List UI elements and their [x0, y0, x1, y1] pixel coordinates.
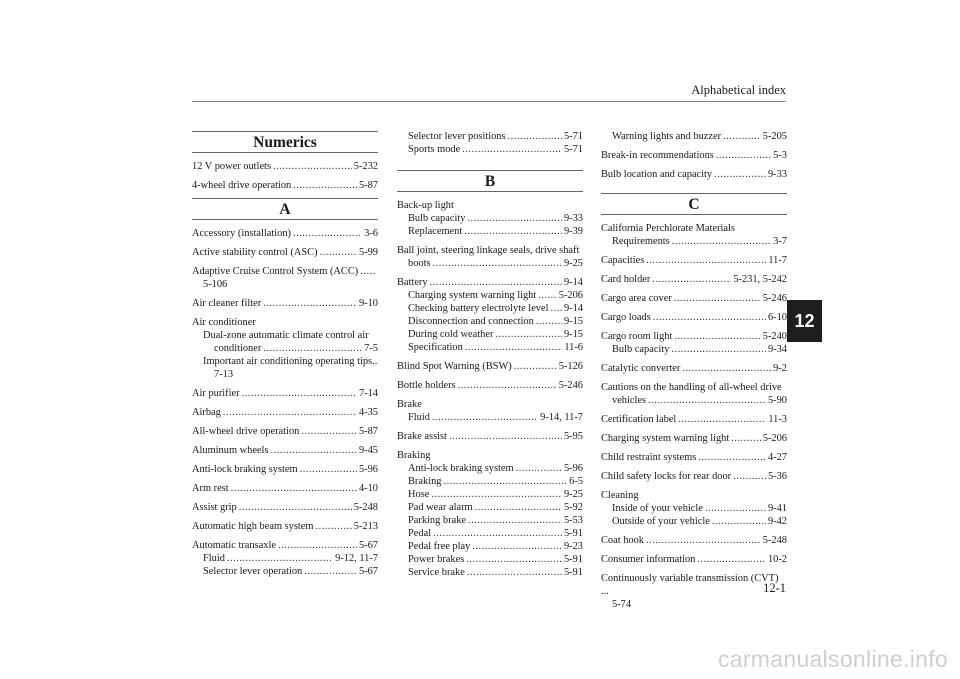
page-ref[interactable]: 4-10	[358, 483, 378, 494]
entry-label: Cargo loads	[601, 312, 651, 323]
page-ref[interactable]: 5-99	[358, 247, 378, 258]
page-ref[interactable]: 10-2	[767, 554, 787, 565]
page-ref[interactable]: 7-14	[358, 388, 378, 399]
leader-dots	[293, 179, 357, 192]
sub-entry[interactable]	[397, 566, 583, 579]
section-header-a	[192, 198, 378, 220]
leader-dots	[433, 527, 562, 540]
index-entry[interactable]	[397, 449, 583, 579]
page-ref[interactable]: 9-15	[563, 316, 583, 327]
index-entry[interactable]	[192, 425, 378, 438]
entry-label: California Perchlorate Materials	[601, 223, 735, 234]
page-ref[interactable]: 5-91	[563, 528, 583, 539]
leader-dots	[712, 515, 766, 528]
page-ref[interactable]: 5-246	[762, 293, 787, 304]
leader-dots	[536, 315, 562, 328]
index-entry[interactable]	[601, 149, 787, 162]
page-number: 12-1	[763, 581, 786, 595]
sub-entry[interactable]	[397, 514, 583, 527]
index-entry[interactable]	[192, 265, 378, 291]
leader-dots	[431, 488, 562, 501]
leader-dots	[653, 311, 766, 324]
page-ref[interactable]: 5-3	[773, 150, 787, 161]
sub-entry[interactable]	[397, 302, 583, 315]
index-entry[interactable]	[192, 246, 378, 259]
sub-entry-label: Replacement	[408, 226, 463, 237]
entry-label: Accessory (installation)	[192, 228, 291, 239]
entry-label: Air purifier	[192, 388, 240, 399]
page-ref[interactable]: 9-10	[358, 298, 378, 309]
page-ref[interactable]: 9-45	[358, 445, 378, 456]
page-ref[interactable]: 3-6	[364, 228, 378, 239]
page-ref[interactable]: 5-71	[563, 131, 583, 142]
page-ref[interactable]: 5-246	[558, 380, 583, 391]
sub-entry-label: Pad wear alarm	[408, 502, 473, 513]
page-ref[interactable]: 9-14	[563, 303, 583, 314]
leader-dots	[508, 130, 562, 143]
leader-dots	[678, 413, 766, 426]
leader-dots	[671, 343, 766, 356]
leader-dots	[472, 540, 562, 553]
sub-entry-label: Fluid	[408, 412, 430, 423]
leader-dots	[495, 328, 562, 341]
page-ref[interactable]: 9-33	[767, 169, 787, 180]
index-entry[interactable]	[192, 444, 378, 457]
sub-entry[interactable]	[397, 130, 583, 143]
leader-dots	[723, 130, 761, 143]
index-entry[interactable]	[601, 330, 787, 356]
index-entry[interactable]	[601, 489, 787, 528]
entry-label: Braking	[397, 450, 431, 461]
page-ref[interactable]: 9-25	[563, 258, 583, 269]
leader-dots	[731, 432, 761, 445]
page-ref[interactable]: 9-34	[767, 344, 787, 355]
leader-dots	[462, 143, 562, 156]
page-ref[interactable]: 5-206	[558, 290, 583, 301]
sub-entry[interactable]	[192, 329, 378, 355]
leader-dots	[682, 362, 771, 375]
index-entry[interactable]	[601, 130, 787, 143]
sub-entry[interactable]	[397, 462, 583, 475]
page-ref[interactable]: 5-67	[358, 540, 378, 551]
entry-label: Coat hook	[601, 535, 645, 546]
leader-dots	[674, 330, 760, 343]
page-ref[interactable]: 9-39	[563, 226, 583, 237]
entry-label: Capacities	[601, 255, 645, 266]
page-ref[interactable]: 4-35	[358, 407, 378, 418]
page-ref[interactable]: 5-126	[558, 361, 583, 372]
page-ref[interactable]: 9-23	[563, 541, 583, 552]
sub-entry[interactable]	[397, 328, 583, 341]
leader-dots	[467, 566, 562, 579]
sub-entry-label: Power brakes	[408, 554, 465, 565]
sub-entry-label: Warning lights and buzzer	[612, 131, 722, 142]
entry-label: Battery	[397, 277, 428, 288]
index-entry[interactable]	[397, 360, 583, 373]
page-ref[interactable]: 4-27	[767, 452, 787, 463]
index-entry[interactable]	[192, 316, 378, 381]
page-ref[interactable]: 7-5	[364, 343, 378, 354]
leader-dots	[458, 379, 557, 392]
page-ref[interactable]: 5-74	[612, 599, 632, 610]
page-ref[interactable]: 5-240	[762, 331, 787, 342]
index-entry[interactable]	[397, 398, 583, 424]
sub-entry-label: Selector lever operation	[203, 566, 303, 577]
sub-entry-label: Anti-lock braking system	[408, 463, 514, 474]
leader-dots	[468, 514, 562, 527]
leader-dots	[466, 553, 562, 566]
entry-label: Continuously variable transmission (CVT) ...	[601, 573, 779, 597]
leader-dots	[432, 411, 538, 424]
entry-label: Arm rest	[192, 483, 229, 494]
index-entry[interactable]	[192, 387, 378, 400]
section-header-numerics	[192, 131, 378, 153]
entry-label: 12 V power outlets	[192, 161, 271, 172]
page-ref[interactable]: 5-106	[203, 279, 228, 290]
index-column-3	[601, 130, 787, 617]
entry-label: Automatic transaxle	[192, 540, 276, 551]
page-ref[interactable]: 9-33	[563, 213, 583, 224]
sub-entry[interactable]	[397, 225, 583, 238]
section-title: Numerics	[253, 134, 317, 151]
sub-entry[interactable]	[397, 527, 583, 540]
index-entry[interactable]	[192, 463, 378, 476]
sub-entry-label: Outside of your vehicle	[612, 516, 710, 527]
page-ref[interactable]: 11-3	[768, 414, 787, 425]
index-entry[interactable]	[192, 160, 378, 173]
page-ref[interactable]: 9-15	[563, 329, 583, 340]
sub-entry[interactable]	[397, 143, 583, 156]
entry-label: Airbag	[192, 407, 221, 418]
sub-entry-label: Charging system warning light	[408, 290, 537, 301]
index-entry[interactable]	[397, 430, 583, 443]
sub-entry-label: Checking battery electrolyte level	[408, 303, 549, 314]
leader-dots	[733, 470, 766, 483]
sub-entry[interactable]	[397, 315, 583, 328]
page-ref[interactable]: 5-90	[767, 395, 787, 406]
entry-label: Ball joint, steering linkage seals, drive shaft	[397, 245, 580, 256]
leader-dots	[652, 273, 731, 286]
leader-dots	[672, 235, 771, 248]
leader-dots	[293, 227, 362, 240]
sub-entry-label: Inside of your vehicle	[612, 503, 703, 514]
sub-entry-label: Specification	[408, 342, 463, 353]
section-title: B	[484, 173, 496, 190]
entry-label: Brake assist	[397, 431, 447, 442]
page-ref[interactable]: 11-6	[564, 342, 583, 353]
leader-dots	[270, 444, 356, 457]
sub-entry-label: Bulb capacity	[408, 213, 466, 224]
index-entry[interactable]	[601, 534, 787, 547]
page-ref[interactable]: 5-96	[563, 463, 583, 474]
sub-entry[interactable]	[397, 341, 583, 354]
sub-entry[interactable]	[601, 343, 787, 356]
leader-dots	[263, 342, 362, 355]
page-header-title: Alphabetical index	[691, 83, 786, 97]
index-entry[interactable]	[601, 553, 787, 566]
entry-label: Active stability control (ASC)	[192, 247, 318, 258]
entry-label: vehicles	[612, 395, 647, 406]
page-ref[interactable]: 9-41	[767, 503, 787, 514]
leader-dots	[716, 149, 771, 162]
leader-dots	[674, 292, 761, 305]
entry-label: Cargo room light	[601, 331, 673, 342]
index-entry[interactable]	[397, 379, 583, 392]
leader-dots	[475, 501, 562, 514]
sub-entry-label: Pedal free play	[408, 541, 471, 552]
index-entry[interactable]	[192, 520, 378, 533]
index-entry[interactable]	[601, 222, 787, 248]
sub-entry[interactable]	[397, 411, 583, 424]
leader-dots	[263, 297, 357, 310]
entry-label: Bottle holders	[397, 380, 456, 391]
leader-dots	[242, 387, 357, 400]
watermark: carmanualsonline.info	[717, 646, 948, 672]
index-entry[interactable]	[192, 297, 378, 310]
leader-dots	[223, 406, 357, 419]
leader-dots	[705, 502, 766, 515]
index-entry[interactable]	[192, 482, 378, 495]
entry-label: boots	[408, 258, 431, 269]
entry-label: Anti-lock braking system	[192, 464, 298, 475]
leader-dots	[465, 341, 563, 354]
sub-entry[interactable]	[397, 553, 583, 566]
page-ref[interactable]: 5-248	[353, 502, 378, 513]
leader-dots	[278, 539, 357, 552]
page-ref[interactable]: 5-231, 5-242	[733, 274, 787, 285]
sub-entry[interactable]	[397, 289, 583, 302]
entry-label: All-wheel drive operation	[192, 426, 300, 437]
index-entry[interactable]	[601, 413, 787, 426]
entry-label: Automatic high beam system	[192, 521, 314, 532]
leader-dots	[304, 565, 357, 578]
page-ref[interactable]: 9-14	[563, 277, 583, 288]
entry-label: 4-wheel drive operation	[192, 180, 292, 191]
page-ref[interactable]: 3-7	[773, 236, 787, 247]
index-entry[interactable]	[601, 362, 787, 375]
page-ref[interactable]: 5-67	[358, 566, 378, 577]
page-ref[interactable]: 5-96	[358, 464, 378, 475]
sub-entry[interactable]	[192, 552, 378, 565]
entry-label: Bulb location and capacity	[601, 169, 713, 180]
entry-label: Air cleaner filter	[192, 298, 262, 309]
leader-dots	[516, 462, 562, 475]
sub-entry[interactable]	[601, 502, 787, 515]
page-ref[interactable]: 5-205	[762, 131, 787, 142]
entry-label: Back-up light	[397, 200, 454, 211]
index-entry[interactable]	[601, 470, 787, 483]
leader-dots	[360, 265, 376, 278]
entry-label: Child safety locks for rear door	[601, 471, 732, 482]
leader-dots	[449, 430, 562, 443]
page-ref[interactable]: 6-5	[569, 476, 583, 487]
sub-entry[interactable]	[397, 501, 583, 514]
sub-entry-label: Dual-zone automatic climate control air	[203, 330, 369, 341]
page-ref[interactable]: 5-95	[563, 431, 583, 442]
section-header-c	[601, 193, 787, 215]
sub-entry[interactable]	[397, 540, 583, 553]
leader-dots	[646, 254, 766, 267]
index-entry[interactable]	[601, 381, 787, 407]
page-ref[interactable]: 5-206	[762, 433, 787, 444]
index-column-1	[192, 130, 378, 584]
entry-label: Adaptive Cruise Control System (ACC)	[192, 266, 359, 277]
leader-dots	[320, 246, 357, 259]
page-ref[interactable]: 5-36	[767, 471, 787, 482]
leader-dots	[300, 463, 357, 476]
sub-entry-label: Hose	[408, 489, 430, 500]
leader-dots	[538, 289, 557, 302]
leader-dots	[227, 552, 333, 565]
sub-entry[interactable]	[192, 565, 378, 578]
entry-label: Cautions on the handling of all-wheel drive	[601, 382, 782, 393]
index-entry[interactable]	[601, 572, 787, 611]
leader-dots	[430, 276, 562, 289]
leader-dots	[239, 501, 352, 514]
index-column-2	[397, 130, 583, 585]
page-ref[interactable]: 9-2	[773, 363, 787, 374]
leader-dots	[433, 257, 562, 270]
index-entry[interactable]	[601, 168, 787, 181]
page-ref[interactable]: 9-25	[563, 489, 583, 500]
index-entry[interactable]	[397, 199, 583, 238]
index-entry[interactable]	[601, 451, 787, 464]
index-entry[interactable]	[601, 432, 787, 445]
leader-dots	[697, 553, 766, 566]
leader-dots	[231, 482, 357, 495]
section-title: A	[279, 201, 291, 218]
entry-label: Catalytic converter	[601, 363, 681, 374]
header-divider	[192, 101, 786, 102]
page-ref[interactable]: 5-87	[358, 180, 378, 191]
page-ref[interactable]: 9-42	[767, 516, 787, 527]
entry-label: Requirements	[612, 236, 670, 247]
page-ref[interactable]: 9-12, 11-7	[335, 553, 378, 564]
entry-label: Card holder	[601, 274, 651, 285]
entry-label: Assist grip	[192, 502, 237, 513]
page-ref[interactable]: 5-71	[563, 144, 583, 155]
index-entry[interactable]	[192, 227, 378, 240]
page-ref[interactable]: 5-213	[353, 521, 378, 532]
entry-label: Consumer information	[601, 554, 696, 565]
page-ref[interactable]: 5-53	[563, 515, 583, 526]
index-entry[interactable]	[192, 406, 378, 419]
leader-dots	[464, 225, 562, 238]
entry-label: Aluminum wheels	[192, 445, 269, 456]
section-header-b	[397, 170, 583, 192]
index-entry[interactable]	[601, 311, 787, 324]
leader-dots	[714, 168, 766, 181]
sub-entry-label: conditioner	[214, 343, 262, 354]
index-entry[interactable]	[601, 254, 787, 267]
page-ref[interactable]: 5-92	[563, 502, 583, 513]
leader-dots	[273, 160, 352, 173]
index-entry[interactable]	[601, 292, 787, 305]
sub-entry-label: Disconnection and connection	[408, 316, 534, 327]
sub-entry-label: Braking	[408, 476, 442, 487]
entry-label: Certification label	[601, 414, 677, 425]
entry-label: Cargo area cover	[601, 293, 672, 304]
index-entry[interactable]	[397, 244, 583, 270]
leader-dots	[698, 451, 766, 464]
leader-dots	[467, 212, 562, 225]
sub-entry[interactable]	[192, 355, 378, 381]
leader-dots	[316, 520, 352, 533]
page-ref[interactable]: 9-14, 11-7	[540, 412, 583, 423]
sub-entry-label: Sports mode	[408, 144, 461, 155]
sub-entry-label: Parking brake	[408, 515, 466, 526]
entry-label: Air conditioner	[192, 317, 256, 328]
page-ref[interactable]: 5-232	[353, 161, 378, 172]
sub-entry-label: During cold weather	[408, 329, 494, 340]
index-entry[interactable]	[192, 501, 378, 514]
leader-dots	[514, 360, 557, 373]
sub-entry[interactable]	[601, 515, 787, 528]
leader-dots	[646, 534, 761, 547]
sub-entry-label: Pedal	[408, 528, 432, 539]
entry-label: Brake	[397, 399, 422, 410]
leader-dots	[648, 394, 766, 407]
index-entry[interactable]	[397, 276, 583, 354]
sub-entry[interactable]	[601, 130, 787, 143]
entry-label: Charging system warning light	[601, 433, 730, 444]
leader-dots	[301, 425, 357, 438]
entry-label: Blind Spot Warning (BSW)	[397, 361, 512, 372]
page-ref[interactable]: 6-10	[767, 312, 787, 323]
sub-entry-label: Service brake	[408, 567, 465, 578]
sub-entry-label: Important air conditioning operating tips..	[203, 356, 378, 367]
section-title: C	[688, 196, 700, 213]
page-ref[interactable]: 5-248	[762, 535, 787, 546]
index-entry[interactable]	[192, 179, 378, 192]
index-entry[interactable]	[192, 539, 378, 578]
leader-dots	[551, 302, 562, 315]
sub-entry[interactable]	[397, 475, 583, 488]
entry-label: Cleaning	[601, 490, 639, 501]
page-ref[interactable]: 5-91	[563, 554, 583, 565]
sub-entry-label: Fluid	[203, 553, 225, 564]
entry-label: Child restraint systems	[601, 452, 697, 463]
sub-entry[interactable]	[397, 212, 583, 225]
sub-entry-label: Selector lever positions	[408, 131, 506, 142]
sub-entry[interactable]	[397, 488, 583, 501]
leader-dots	[443, 475, 567, 488]
page-ref[interactable]: 11-7	[768, 255, 787, 266]
page-ref[interactable]: 7-13	[214, 369, 234, 380]
page-ref[interactable]: 5-91	[563, 567, 583, 578]
chapter-tab[interactable]: 12	[787, 300, 822, 342]
index-entry[interactable]	[601, 273, 787, 286]
page-ref[interactable]: 5-87	[358, 426, 378, 437]
sub-entry-label: Bulb capacity	[612, 344, 670, 355]
entry-label: Break-in recommendations	[601, 150, 714, 161]
